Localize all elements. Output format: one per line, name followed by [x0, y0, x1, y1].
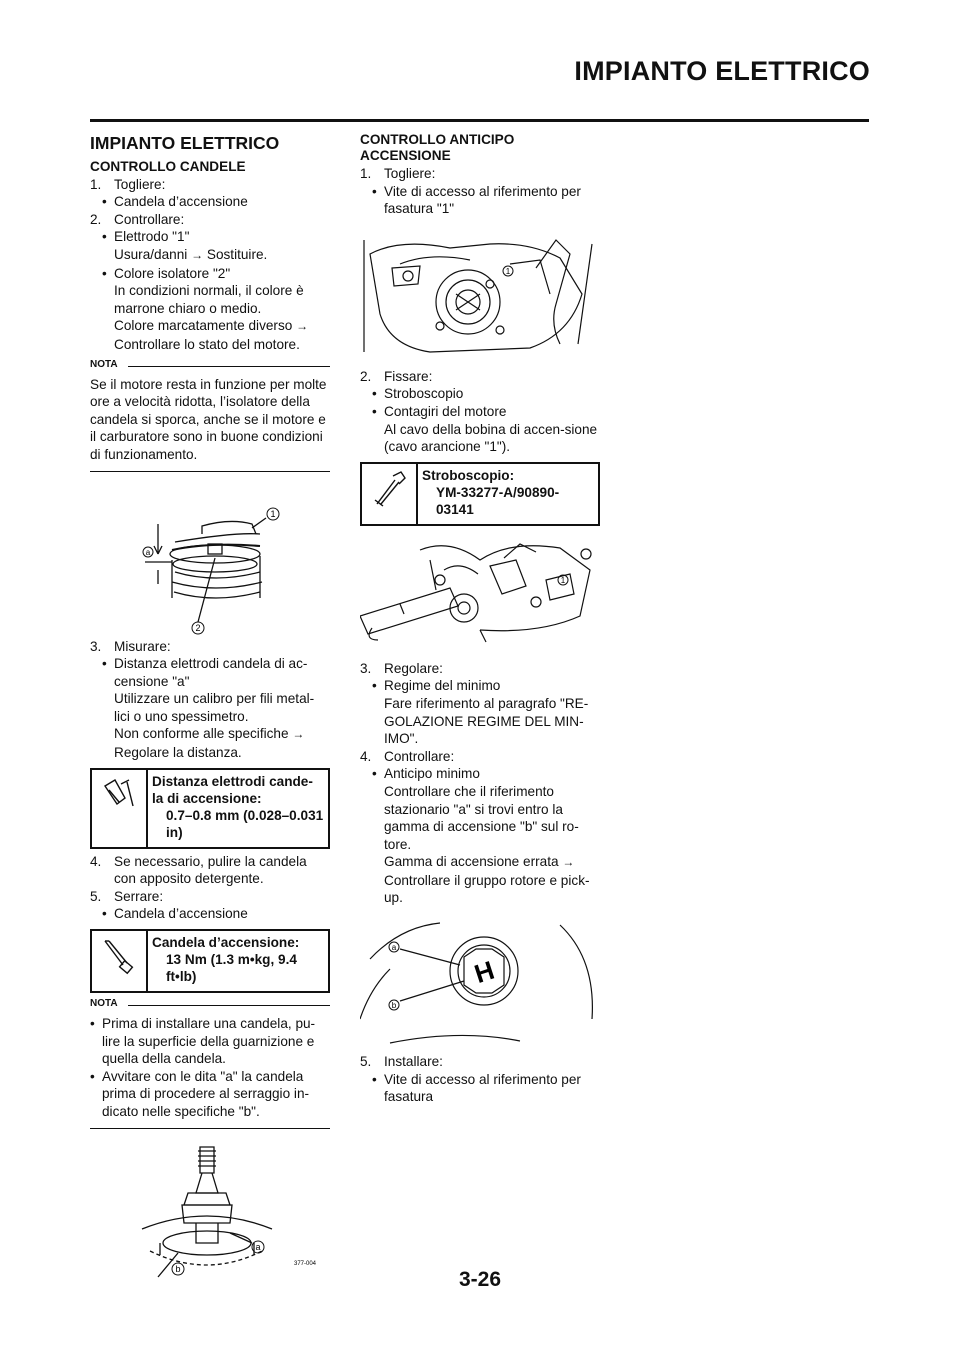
figure-label-b: b	[175, 1263, 181, 1274]
sub-text: Controllare lo stato del motore.	[114, 336, 300, 352]
note-text: Se il motore resta in funzione per molte ore a velocità ridotta, l’isolatore della candela si sporca, anche se il motore e il carburatore sono in buone condizioni di funzionamento.	[90, 376, 327, 462]
right-arrow-icon: →	[296, 319, 309, 334]
step-4: 4. Se necessario, pulire la candela con apposito detergente.	[90, 853, 307, 887]
special-tool-icon	[362, 464, 418, 524]
note-header: NOTA	[90, 999, 330, 1011]
bullet: • Stroboscopio	[360, 385, 600, 403]
sub-text: Fare riferimento al paragrafo "RE-GOLAZIONE REGIME DEL MIN-IMO".	[384, 695, 589, 747]
spec-box-gap	[90, 768, 330, 849]
figure-label-2: 2	[195, 622, 201, 633]
figure-label-1: 1	[270, 508, 276, 519]
sub-text: In condizioni normali, il colore è marrone chiaro o medio.	[114, 283, 304, 316]
step-1: 1. Togliere:	[360, 166, 436, 181]
right-column	[360, 132, 600, 1106]
figure-label-1: 1	[560, 575, 566, 585]
page-header-title: IMPIANTO ELETTRICO	[574, 56, 870, 86]
bullet: • Vite di accesso al riferimento per fasatura "1"	[360, 183, 600, 218]
sub-text: Al cavo della bobina di accen-sione (cavo arancione "1").	[384, 421, 598, 455]
figure-label-1: 1	[505, 266, 511, 276]
engine-cover-figure	[360, 234, 600, 358]
step-5: 5. Serrare:	[90, 888, 164, 904]
sub-text: Colore marcatamente diverso →	[114, 318, 309, 334]
bullet: • Anticipo minimo	[360, 765, 600, 783]
step-1: 1. Togliere:	[90, 176, 166, 192]
note-footer-rule	[90, 1128, 330, 1129]
spec-box-torque	[90, 929, 330, 993]
spec-text: Distanza elettrodi cande-la di accensione: 0.7–0.8 mm (0.028–0.031 in)	[152, 773, 324, 840]
right-arrow-icon: →	[191, 247, 204, 262]
timing-light-figure	[360, 530, 600, 648]
spec-box-tool	[360, 462, 600, 526]
sub-text: Gamma di accensione errata →	[384, 854, 575, 870]
page-number: 3-26	[458, 1268, 502, 1291]
feeler-gauge-icon	[92, 770, 148, 847]
sub-text: Usura/danni → Sostituire.	[114, 246, 268, 262]
timing-mark-figure	[360, 919, 600, 1047]
header-rule	[90, 119, 869, 122]
bullet: • Contagiri del motore	[360, 403, 600, 421]
bullet: • Vite di accesso al riferimento per fasatura	[360, 1071, 600, 1106]
note-text: • Prima di installare una candela, pu-lire la superficie della guarnizione e quella della candela. • Avvitare con le dita "a" la candela prima di procedere al serraggio in-dicato nelle specifiche "b".	[90, 1015, 330, 1121]
right-arrow-icon: →	[562, 855, 575, 870]
subsection-title: CONTROLLO ANTICIPO ACCENSIONE	[360, 132, 515, 163]
bullet: • Colore isolatore "2"	[90, 265, 330, 283]
step-4: 4. Controllare:	[360, 748, 455, 764]
section-title: IMPIANTO ELETTRICO	[90, 133, 280, 153]
sub-text: Controllare che il riferimento stazionario "a" si trovi entro la gamma di accensione "b" sul ro-tore.	[384, 783, 579, 852]
bullet: • Regime del minimo	[360, 677, 600, 695]
timing-mark-h: H	[470, 954, 498, 990]
left-column	[90, 132, 330, 1281]
step-5: 5. Installare:	[360, 1054, 443, 1070]
bullet: • Candela d’accensione	[90, 193, 330, 211]
step-2: 2. Controllare:	[90, 211, 185, 227]
sub-text: Controllare il gruppo rotore e pick-up.	[384, 872, 590, 906]
figure-label-b: b	[391, 1001, 397, 1011]
bullet: • Candela d’accensione	[90, 905, 330, 923]
bullet: • Distanza elettrodi candela di ac-censione "a"	[90, 655, 330, 690]
sub-text: Regolare la distanza.	[114, 745, 242, 761]
figure-code: 377-004	[294, 1260, 317, 1267]
subsection-title: CONTROLLO CANDELE	[90, 158, 246, 174]
spec-text: Candela d’accensione: 13 Nm (1.3 m•kg, 9.4 ft•lb)	[152, 935, 300, 985]
step-3: 3. Misurare:	[90, 638, 171, 654]
spec-text: Stroboscopio: YM-33277-A/90890-03141	[422, 467, 560, 517]
step-3: 3. Regolare:	[360, 660, 443, 676]
step-2: 2. Fissare:	[360, 368, 433, 384]
figure-label-a: a	[145, 547, 151, 557]
figure-label-a: a	[255, 1241, 261, 1252]
right-arrow-icon: →	[292, 727, 305, 742]
sub-text: Utilizzare un calibro per fili metal-lici o uno spessimetro.	[114, 691, 315, 724]
spark-plug-install-figure	[90, 1143, 330, 1281]
bullet: • Elettrodo "1"	[90, 228, 330, 246]
torque-wrench-icon	[92, 931, 148, 991]
figure-label-a: a	[391, 943, 397, 953]
spark-plug-gap-figure	[90, 472, 330, 638]
sub-text: Non conforme alle specifiche →	[114, 726, 305, 742]
note-header: NOTA	[90, 360, 330, 372]
